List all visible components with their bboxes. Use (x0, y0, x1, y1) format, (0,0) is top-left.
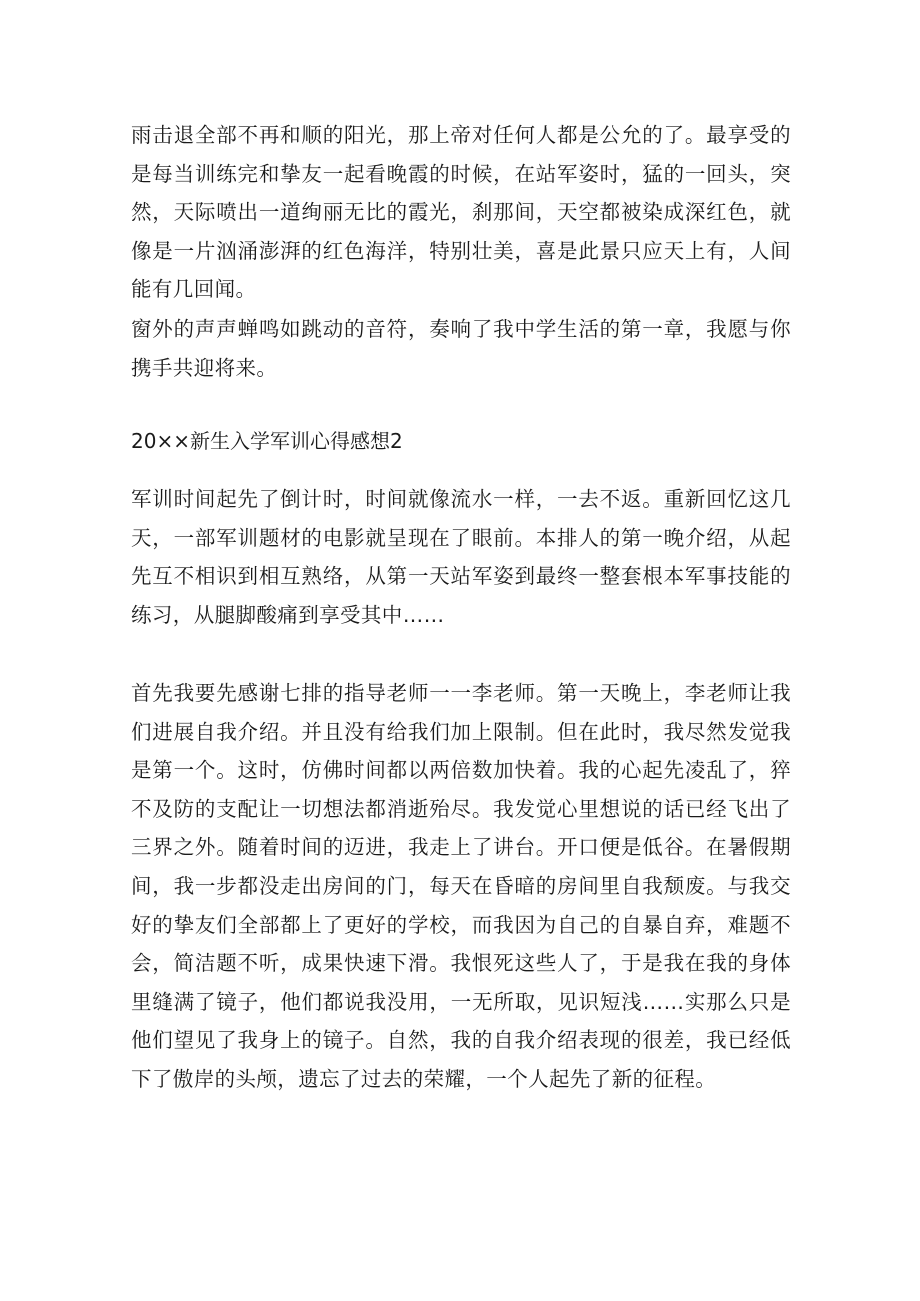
section-heading-2: 20××新生入学军训心得感想2 (131, 429, 403, 453)
paragraph-countdown: 军训时间起先了倒计时，时间就像流水一样，一去不返。重新回忆这几天，一部军训题材的电影就呈现在了眼前。本排人的第一晚介绍，从起先互不相识到相互熟络，从第一天站军姿到最终一整套根本军事技能的练习，从腿脚酸痛到享受其中…… (131, 487, 791, 627)
paragraph-sunset: 雨击退全部不再和顺的阳光，那上帝对任何人都是公允的了。最享受的是每当训练完和挚友一起看晚霞的时候，在站军姿时，猛的一回头，突然，天际喷出一道绚丽无比的霞光，刹那间，天空都被染成深红色，就像是一片汹涌澎湃的红色海洋，特别壮美，喜是此景只应天上有，人间能有几回闻。 (131, 123, 791, 302)
paragraph-cicadas: 窗外的声声蝉鸣如跳动的音符，奏响了我中学生活的第一章，我愿与你携手共迎将来。 (131, 317, 791, 380)
paragraph-introduction: 首先我要先感谢七排的指导老师一一李老师。第一天晚上，李老师让我们进展自我介绍。并且没有给我们加上限制。但在此时，我尽然发觉我是第一个。这时，仿佛时间都以两倍数加快着。我的心起先凌乱了，猝不及防的支配让一切想法都消逝殆尽。我发觉心里想说的话已经飞出了三界之外。随着时间的迈进，我走上了讲台。开口便是低谷。在暑假期间，我一步都没走出房间的门，每天在昏暗的房间里自我颓废。与我交好的挚友们全部都上了更好的学校，而我因为自己的自暴自弃，难题不会，简洁题不听，成果快速下滑。我恨死这些人了，于是我在我的身体里缝满了镜子，他们都说我没用，一无所取，见识短浅……实那么只是他们望见了我身上的镜子。自然，我的自我介绍表现的很差，我已经低下了傲岸的头颅，遗忘了过去的荣耀，一个人起先了新的征程。 (131, 681, 791, 1091)
